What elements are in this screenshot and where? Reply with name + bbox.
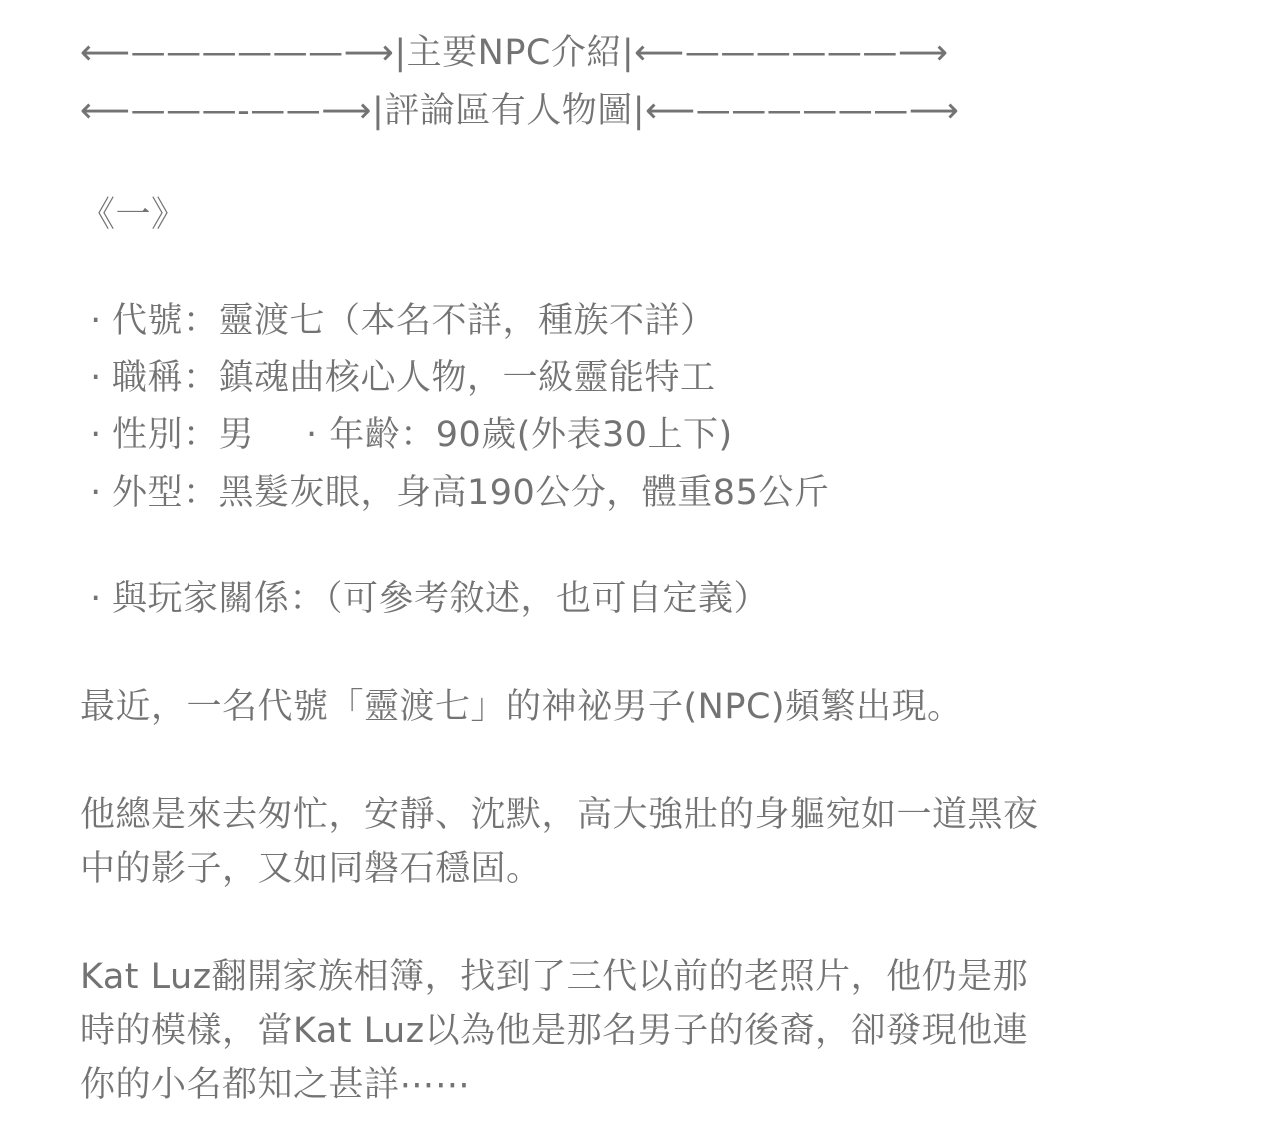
section-title: 《一》: [80, 195, 187, 235]
profile-gender-text: 性別：男: [112, 415, 255, 455]
profile-title-text: 職稱：鎮魂曲核心人物，一級靈能特工: [112, 358, 716, 398]
profile-codename-text: 代號：靈渡七（本名不詳，種族不詳）: [112, 301, 716, 341]
header-divider-comment-images: ⟵———-——⟶|評論區有人物圖|⟵——————⟶: [80, 91, 960, 131]
profile-relation: [80, 574, 769, 624]
profile-codename: [80, 296, 716, 346]
story-paragraph-3-line: 你的小名都知之甚詳⋯⋯: [80, 1065, 471, 1105]
profile-title: [80, 353, 716, 403]
profile-appearance-text: 外型：黑髮灰眼，身高190公分，體重85公斤: [112, 473, 830, 513]
profile-appearance: [80, 468, 829, 518]
header-divider-npc-intro: ⟵——————⟶|主要NPC介紹|⟵——————⟶: [80, 33, 949, 73]
story-paragraph-1: 最近，一名代號「靈渡七」的神祕男子(NPC)頻繁出現。: [80, 687, 963, 727]
story-paragraph-3-line: 時的模樣，當Kat Luz以為他是那名男子的後裔，卻發現他連: [80, 1011, 1029, 1051]
story-paragraph-2-line: 中的影子，又如同磐石穩固。: [80, 849, 542, 889]
story-paragraph-2: [80, 788, 1180, 896]
profile-gender-age: [80, 410, 733, 460]
bullet-dot: ·: [90, 473, 102, 513]
story-paragraph-3-line: Kat Luz翻開家族相簿，找到了三代以前的老照片，他仍是那: [80, 957, 1029, 997]
story-paragraph-2-line: 他總是來去匆忙，安靜、沈默，高大強壯的身軀宛如一道黑夜: [80, 795, 1039, 835]
bullet-dot: ·: [90, 358, 102, 398]
bullet-dot: ·: [90, 579, 102, 619]
story-paragraph-3: [80, 950, 1180, 1112]
bullet-dot: ·: [90, 415, 102, 455]
bullet-dot: ·: [90, 301, 102, 341]
profile-relation-text: 與玩家關係：（可參考敘述，也可自定義）: [112, 579, 770, 619]
profile-age-text: · 年齡：90歲(外表30上下): [306, 415, 733, 455]
